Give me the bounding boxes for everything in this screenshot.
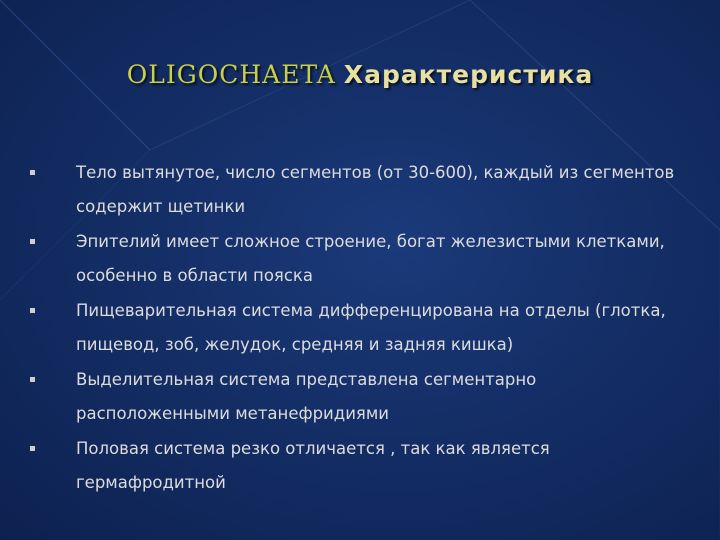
square-bullet-icon bbox=[30, 239, 35, 244]
bullet-item bbox=[28, 363, 688, 431]
title-latin: OLIGOCHAETA bbox=[126, 60, 336, 89]
bullet-list bbox=[28, 156, 688, 501]
bullet-text: Выделительная система представлена сегментарно расположенными метанефридиями bbox=[76, 370, 537, 423]
square-bullet-icon bbox=[30, 446, 35, 451]
bullet-item bbox=[28, 225, 688, 293]
bullet-item bbox=[28, 156, 688, 224]
square-bullet-icon bbox=[30, 377, 35, 382]
bullet-text: Тело вытянутое, число сегментов (от 30-600), каждый из сегментов содержит щетинки bbox=[76, 163, 675, 216]
bullet-item bbox=[28, 294, 688, 362]
square-bullet-icon bbox=[30, 170, 35, 175]
bullet-text: Половая система резко отличается , так как является гермафродитной bbox=[76, 439, 550, 492]
bullet-item bbox=[28, 432, 688, 500]
bullet-text: Эпителий имеет сложное строение, богат железистыми клетками, особенно в области пояска bbox=[76, 232, 665, 285]
bullet-text: Пищеварительная система дифференцирована на отделы (глотка, пищевод, зоб, желудок, средняя и задняя кишка) bbox=[76, 301, 666, 354]
slide-title bbox=[0, 58, 720, 92]
square-bullet-icon bbox=[30, 308, 35, 313]
title-russian: Характеристика bbox=[343, 60, 594, 89]
